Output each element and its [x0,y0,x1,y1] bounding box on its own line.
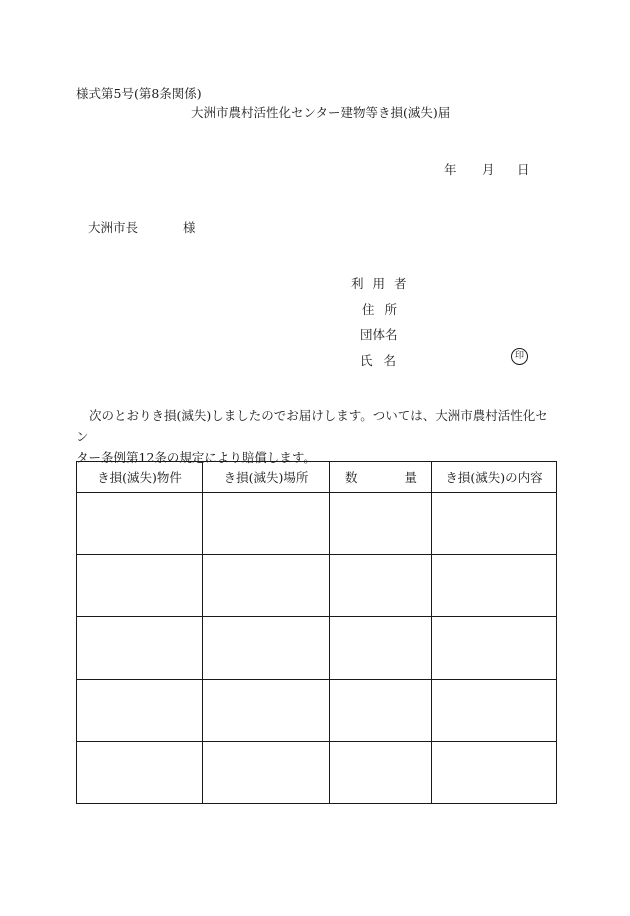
addressee-honorific: 様 [183,220,196,235]
cell-quantity[interactable] [330,617,432,679]
table-row [77,617,557,679]
cell-place[interactable] [203,679,330,741]
date-month-label: 月 [482,162,495,177]
cell-item[interactable] [77,617,203,679]
cell-item[interactable] [77,555,203,617]
cell-quantity[interactable] [330,741,432,803]
cell-quantity[interactable] [330,493,432,555]
cell-place[interactable] [203,617,330,679]
body-paragraph [76,405,560,468]
cell-content[interactable] [432,617,557,679]
damage-table [76,461,557,804]
cell-item[interactable] [77,493,203,555]
cell-item[interactable] [77,679,203,741]
cell-item[interactable] [77,741,203,803]
seal-mark: 印 [511,348,528,365]
header-item: き損(滅失)物件 [77,462,203,493]
date-day-label: 日 [517,162,530,177]
cell-quantity[interactable] [330,679,432,741]
body-line-2: ター条例第12条の規定により賠償します。 [76,450,316,465]
cell-place[interactable] [203,493,330,555]
form-number: 様式第5号(第8条関係) [76,86,202,101]
header-quantity-a: 数 [345,470,358,485]
address-label: 住所 [362,302,408,317]
cell-content[interactable] [432,679,557,741]
table-row [77,555,557,617]
cell-content[interactable] [432,555,557,617]
group-name-label: 団体名 [360,327,398,342]
table-row [77,679,557,741]
addressee-name: 大洲市長 [88,220,139,235]
header-content: き損(滅失)の内容 [432,462,557,493]
header-quantity-b: 量 [404,470,417,485]
cell-place[interactable] [203,741,330,803]
cell-content[interactable] [432,493,557,555]
cell-quantity[interactable] [330,555,432,617]
document-title: 大洲市農村活性化センター建物等き損(滅失)届 [191,105,451,120]
cell-content[interactable] [432,741,557,803]
name-label: 氏名 [360,353,408,368]
table-header-row [77,462,557,493]
header-quantity [330,462,432,493]
cell-place[interactable] [203,555,330,617]
date-year-label: 年 [444,162,457,177]
header-place: き損(滅失)場所 [203,462,330,493]
table-row [77,741,557,803]
table-row [77,493,557,555]
body-line-1: 次のとおりき損(滅失)しましたのでお届けします。ついては、大洲市農村活性化セン [76,408,548,444]
applicant-heading: 利用者 [351,276,416,291]
